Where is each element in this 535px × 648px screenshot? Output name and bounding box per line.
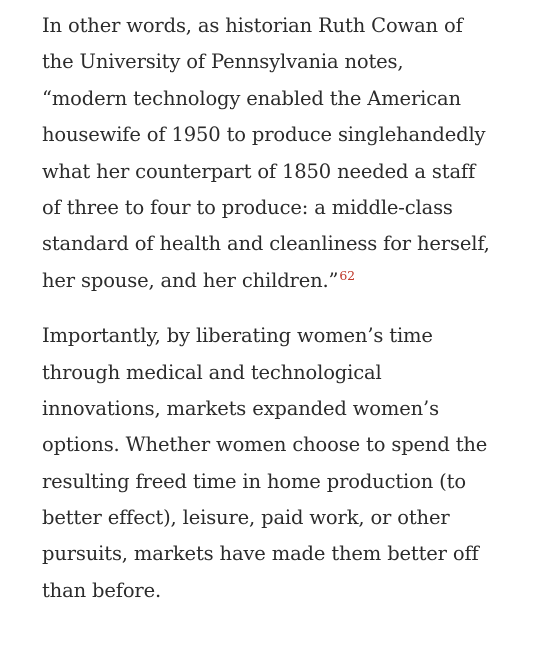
text-line: of three to four to produce: a middle-class — [42, 195, 453, 219]
text-line: housewife of 1950 to produce singlehandedly — [42, 123, 486, 147]
text-line: resulting freed time in home production (to — [42, 469, 466, 493]
paragraph-quote — [42, 8, 532, 299]
text-line: the University of Pennsylvania notes, — [42, 50, 404, 74]
text-line: In other words, as historian Ruth Cowan of — [42, 14, 463, 37]
text-line: what her counterpart of 1850 needed a staff — [42, 159, 476, 183]
text-line: pursuits, markets have made them better off — [42, 542, 479, 566]
text-line: better effect), leisure, paid work, or other — [42, 506, 450, 530]
paragraph-importantly — [42, 318, 532, 609]
text-line: standard of health and cleanliness for herself, — [42, 232, 490, 256]
text-line: than before. — [42, 578, 162, 602]
reader-page — [42, 8, 532, 609]
footnote-link[interactable]: 62 — [339, 267, 355, 283]
text-line: “modern technology enabled the American — [42, 86, 461, 110]
text-line: through medical and technological — [42, 360, 382, 384]
text-line-last — [42, 263, 532, 299]
text-line-content: her spouse, and her children.” — [42, 268, 339, 292]
text-line: Importantly, by liberating women’s time — [42, 324, 433, 348]
text-line: innovations, markets expanded women’s — [42, 396, 439, 420]
text-line: options. Whether women choose to spend the — [42, 433, 488, 457]
paragraph-spacer — [42, 299, 532, 318]
